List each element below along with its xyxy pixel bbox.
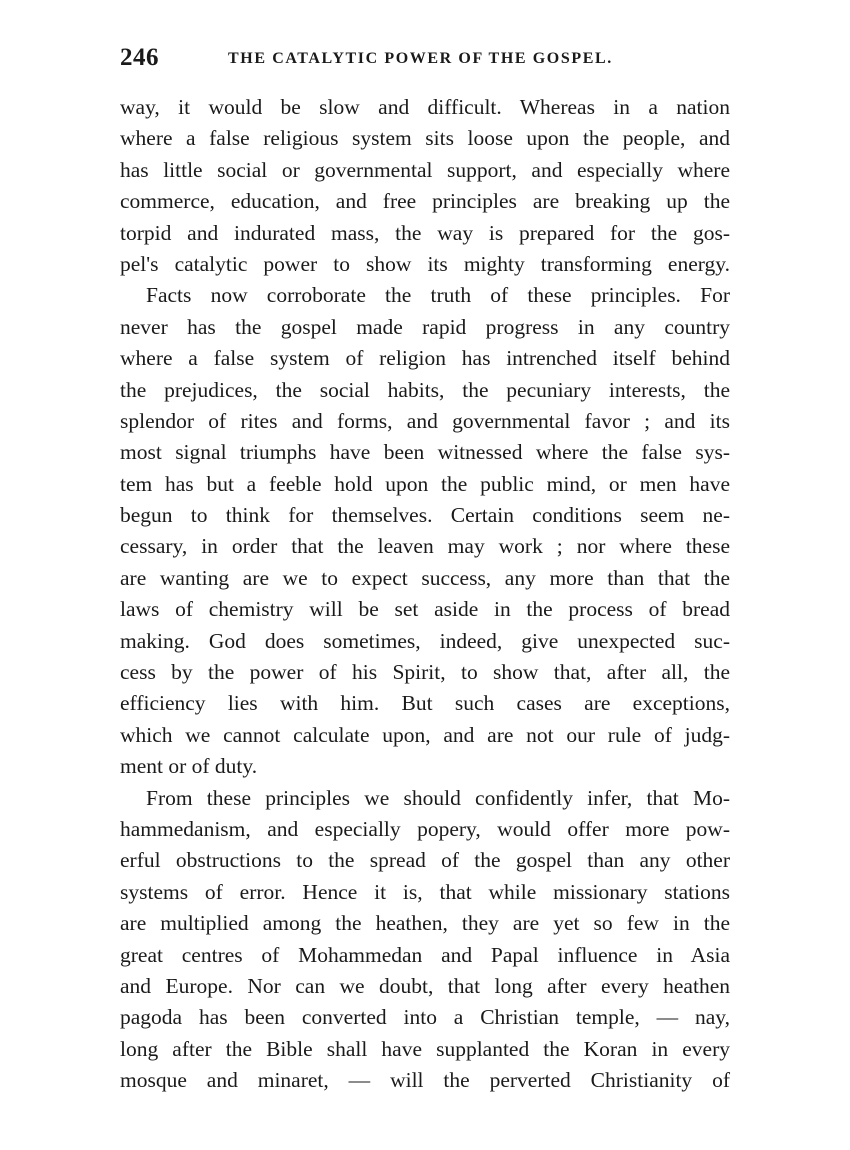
paragraph-2 (120, 280, 730, 782)
text-line: are wanting are we to expect success, any more than that the (120, 565, 730, 590)
text-line: pel's catalytic power to show its mighty transforming energy. (120, 251, 730, 276)
paragraph-1 (120, 92, 730, 280)
text-line: mosque and minaret, — will the perverted Christianity of (120, 1068, 730, 1093)
text-line: the prejudices, the social habits, the pecuniary interests, the (120, 377, 730, 402)
text-line: cess by the power of his Spirit, to show that, after all, the (120, 660, 730, 685)
text-line: hammedanism, and especially popery, would offer more pow- (120, 816, 730, 841)
text-line: begun to think for themselves. Certain conditions seem ne- (120, 503, 730, 528)
text-line: long after the Bible shall have supplanted the Koran in every (120, 1036, 730, 1061)
running-title: THE CATALYTIC POWER OF THE GOSPEL. (228, 50, 613, 67)
page-number: 246 (120, 44, 159, 71)
text-line: cessary, in order that the leaven may work ; nor where these (120, 534, 730, 559)
running-head (120, 44, 730, 76)
text-line: pagoda has been converted into a Christian temple, — nay, (120, 1005, 730, 1030)
text-line: commerce, education, and free principles are breaking up the (120, 189, 730, 214)
text-line: way, it would be slow and difficult. Whereas in a nation (120, 95, 730, 119)
text-line: erful obstructions to the spread of the gospel than any other (120, 848, 730, 873)
text-line: great centres of Mohammedan and Papal influence in Asia (120, 942, 730, 967)
text-line: are multiplied among the heathen, they are yet so few in the (120, 911, 730, 936)
text-line: ment or of duty. (120, 754, 258, 779)
text-line: which we cannot calculate upon, and are not our rule of judg- (120, 722, 730, 747)
text-line: never has the gospel made rapid progress in any country (120, 314, 730, 339)
text-line: From these principles we should confidently infer, that Mo- (146, 785, 730, 810)
text-line: systems of error. Hence it is, that while missionary stations (120, 879, 730, 904)
text-line: where a false system of religion has intrenched itself behind (120, 346, 730, 371)
body-text (120, 92, 730, 1097)
text-line: tem has but a feeble hold upon the public mind, or men have (120, 471, 730, 496)
text-line: and Europe. Nor can we doubt, that long after every heathen (120, 973, 730, 998)
text-line: laws of chemistry will be set aside in the process of bread (120, 597, 730, 622)
text-line: most signal triumphs have been witnessed where the false sys- (120, 440, 730, 465)
text-line: where a false religious system sits loose upon the people, and (120, 126, 730, 151)
text-line: torpid and indurated mass, the way is prepared for the gos- (120, 220, 730, 245)
paragraph-3 (120, 783, 730, 1097)
text-line: splendor of rites and forms, and governmental favor ; and its (120, 408, 730, 433)
text-line: Facts now corroborate the truth of these principles. For (146, 283, 730, 308)
text-line: making. God does sometimes, indeed, give unexpected suc- (120, 628, 730, 653)
text-line: efficiency lies with him. But such cases are exceptions, (120, 691, 730, 716)
text-line: has little social or governmental support, and especially where (120, 157, 730, 182)
